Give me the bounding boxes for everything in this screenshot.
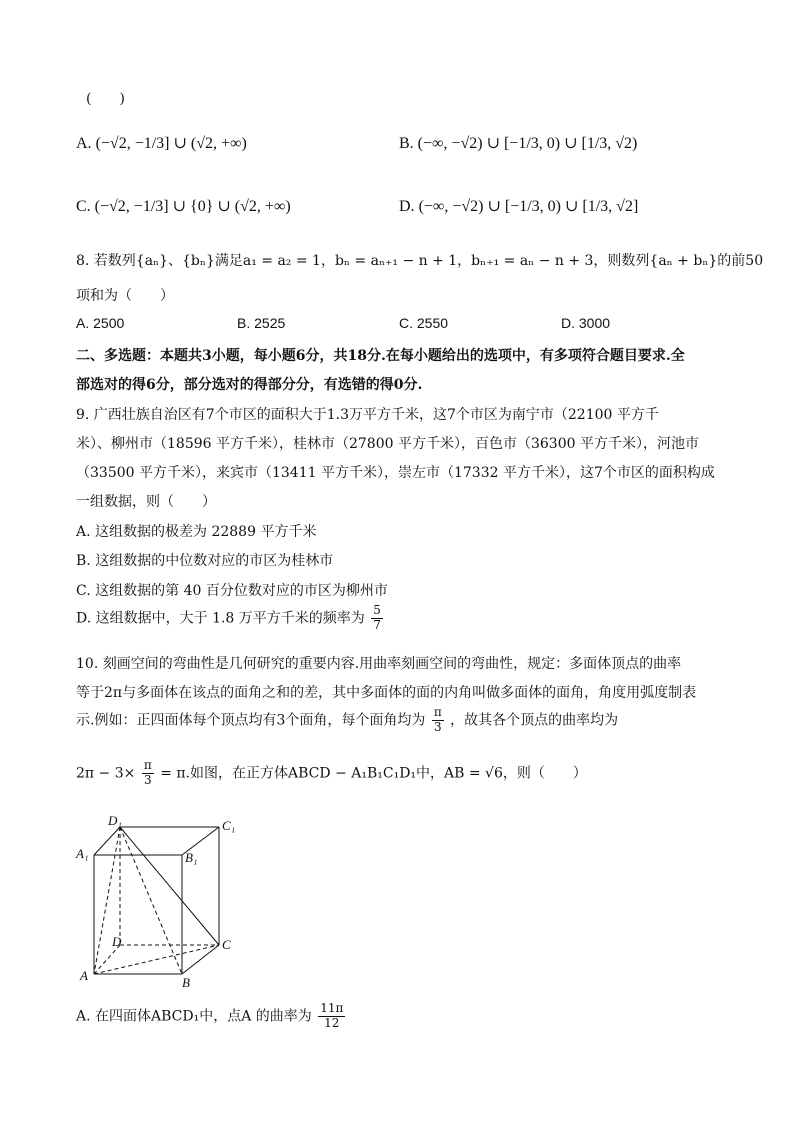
label-a1: A₁ (76, 846, 89, 861)
section-heading-line1: 二、多选题：本题共3小题，每小题6分，共18分.在每小题给出的选项中，有多项符合题目要求.全 (76, 348, 685, 364)
edge-da (94, 945, 120, 974)
label-c1: C₁ (222, 818, 236, 833)
q10-line4-fraction: $\frac{\pi}{3}$ (143, 758, 152, 787)
q9-stem-line2: 米）、柳州市（18596 平方千米），桂林市（27800 平方千米），百色市（36300 平方千米），河池市 (76, 436, 699, 452)
q7-option-a-expr: A. (76, 135, 92, 152)
q10-stem-line4: 2π − 3× $\frac{\pi}{3}$ = π.如图，在正方体ABCD − A₁B₁C₁D₁中，AB = √6，则（ ） (76, 758, 587, 787)
label-a: A (80, 968, 88, 983)
label-c: C (222, 937, 231, 952)
q9-stem-line3: （33500 平方千米），来宾市（13411 平方千米），崇左市（17332 平方千米），这7个市区的面积构成 (76, 465, 715, 481)
q7-option-a[interactable]: A. (−√2, −1/3] ∪ (√2, +∞) (76, 135, 247, 152)
q7-blank: ( ) (86, 91, 125, 107)
q9-option-d-fraction: $\frac{5}{7}$ (373, 603, 381, 632)
q8-stem-line2: 项和为（ ） (76, 288, 174, 304)
q10-option-a-fraction: $\frac{11\pi}{12}$ (320, 1001, 344, 1030)
q8-option-d[interactable]: D. 3000 (561, 315, 611, 331)
edge-d1a (94, 827, 120, 974)
edge-d1b (120, 827, 182, 974)
q7-option-b[interactable]: B. (−∞, −√2) ∪ [−1/3, 0) ∪ [1/3, √2) (399, 135, 638, 152)
q10-line3-fraction: $\frac{\pi}{3}$ (433, 705, 442, 734)
q8-stem-line1: 8. 若数列{aₙ}、{bₙ}满足a₁ = a₂ = 1，bₙ = aₙ₊₁ − n + 1，bₙ₊₁ = aₙ − n + 3，则数列{aₙ + bₙ}的前50 (76, 253, 764, 269)
q10-stem-line2: 等于2π与多面体在该点的面角之和的差，其中多面体的面的内角叫做多面体的面角，角度用弧度制表 (76, 685, 697, 701)
q9-option-c[interactable]: C. 这组数据的第 40 百分位数对应的市区为柳州市 (76, 583, 388, 599)
q9-option-a[interactable]: A. 这组数据的极差为 22889 平方千米 (76, 524, 317, 540)
label-d: D (112, 934, 122, 949)
q9-option-b[interactable]: B. 这组数据的中位数对应的市区为桂林市 (76, 553, 334, 569)
q10-stem-line3: 示.例如：正四面体每个顶点均有3个面角，每个面角均为 $\frac{\pi}{3}$ ，故其各个顶点的曲率均为 (76, 705, 619, 734)
q9-option-d[interactable]: D. 这组数据中，大于 1.8 万平方千米的频率为 $\frac{5}{7}$ (76, 603, 381, 632)
section-heading-line2: 部选对的得6分，部分选对的得部分分，有选错的得0分. (76, 377, 423, 393)
q9-stem-line1: 9. 广西壮族自治区有7个市区的面积大于1.3万平方千米，这7个市区为南宁市（22100 平方千 (76, 407, 659, 423)
q7-option-c[interactable]: C. (−√2, −1/3] ∪ {0} ∪ (√2, +∞) (76, 198, 291, 215)
q7-option-d[interactable]: D. (−∞, −√2) ∪ [−1/3, 0) ∪ [1/3, √2] (399, 198, 639, 215)
q8-option-a[interactable]: A. 2500 (76, 315, 125, 331)
q10-option-a[interactable]: A. 在四面体ABCD₁中，点A 的曲率为 $\frac{11\pi}{12}$ (76, 1001, 344, 1030)
q10-stem-line1: 10. 刻画空间的弯曲性是几何研究的重要内容.用曲率刻画空间的弯曲性，规定：多面体顶点的曲率 (76, 656, 682, 672)
q9-stem-line4: 一组数据，则（ ） (76, 494, 216, 510)
edge-d1c-diagonal (120, 827, 219, 945)
q8-option-c[interactable]: C. 2550 (399, 315, 449, 331)
cube-figure (72, 812, 252, 992)
label-d1: D₁ (108, 813, 122, 828)
edge-bc (182, 945, 219, 974)
label-b1: B₁ (185, 850, 198, 865)
label-b: B (182, 975, 190, 990)
q8-option-b[interactable]: B. 2525 (237, 315, 286, 331)
